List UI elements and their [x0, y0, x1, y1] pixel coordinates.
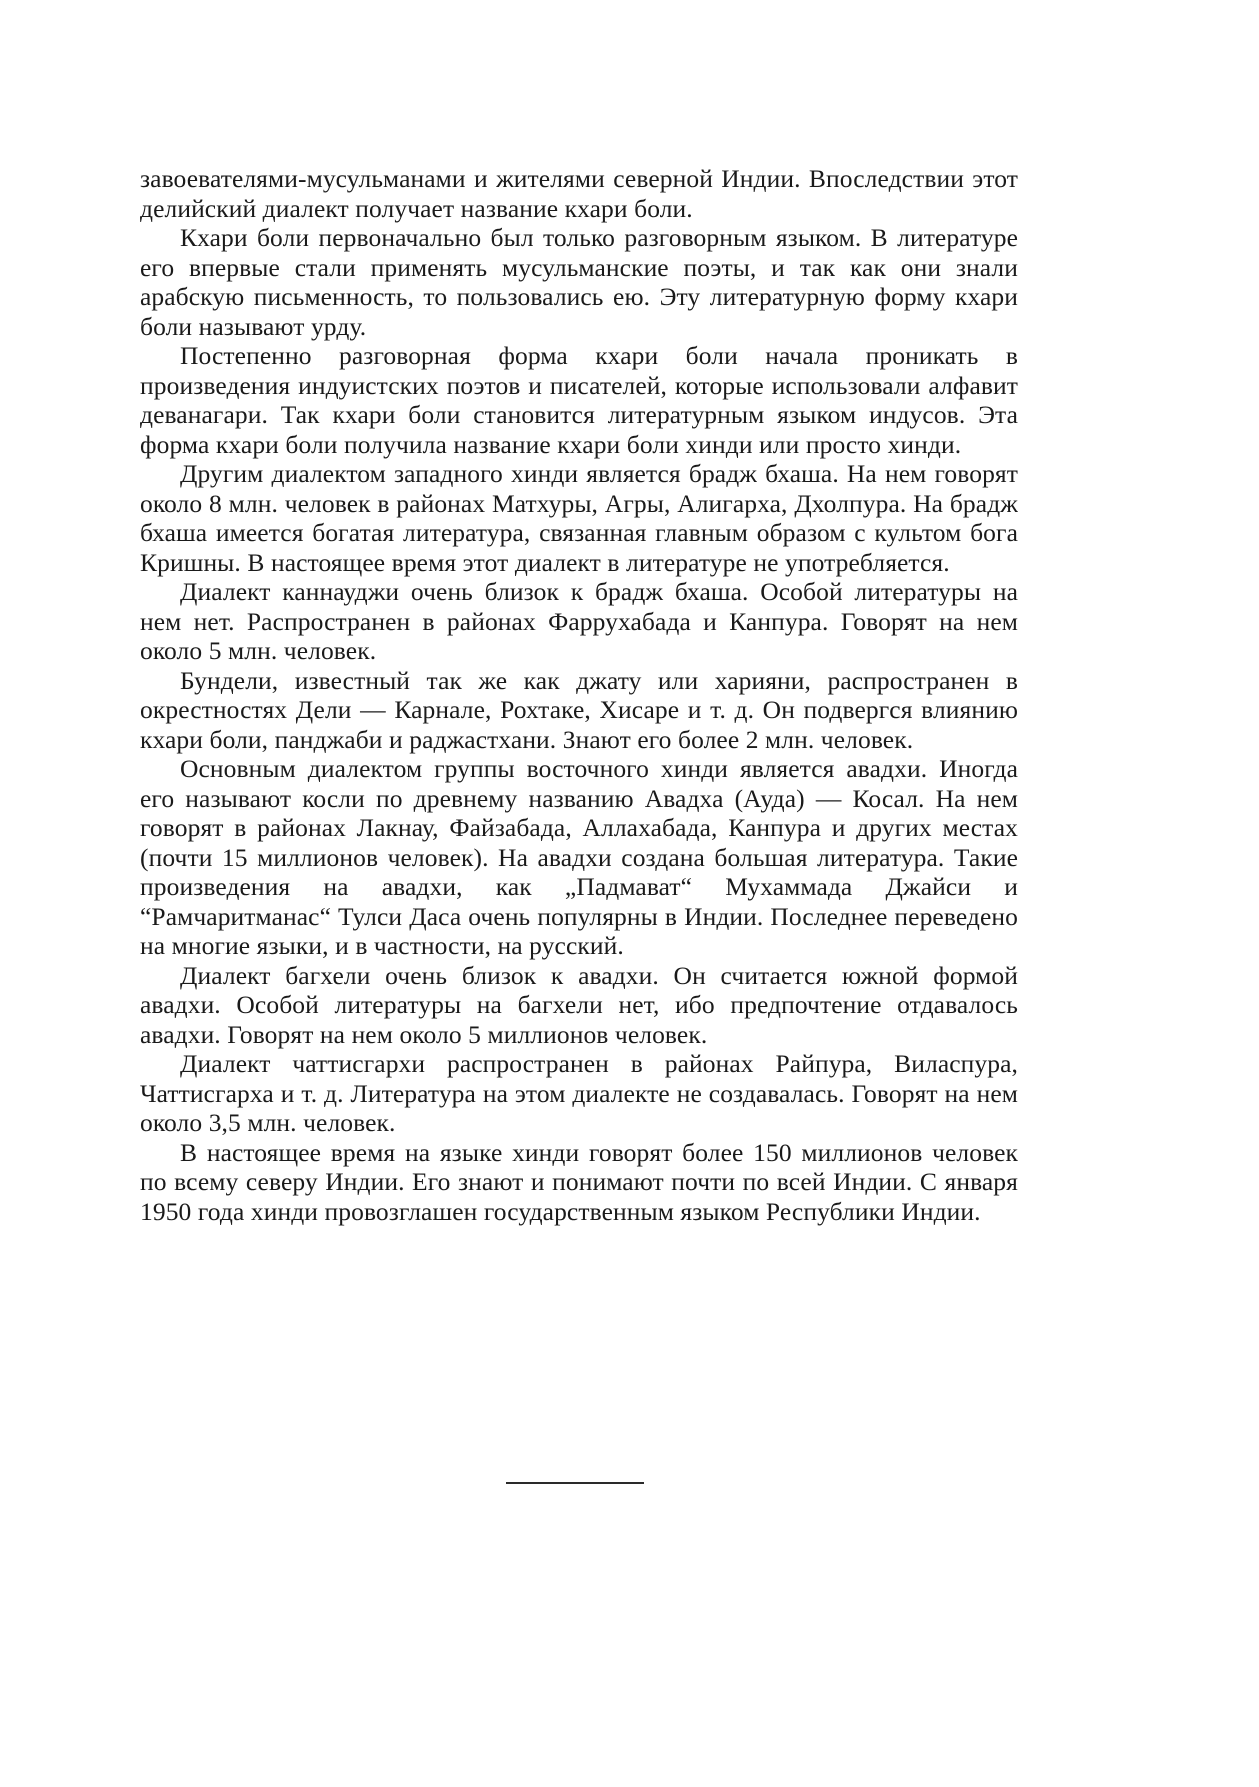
paragraph: Кхари боли первоначально был только разговорным языком. В литературе его впервые стали применять мусульманские поэты, и так как они знали арабскую письменность, то пользовались ею. Эту литературную форму кхари боли называют урду. — [140, 223, 1018, 341]
body-text — [140, 164, 1018, 1226]
paragraph: Бундели, известный так же как джату или харияни, распространен в окрестностях Дели — Карнале, Рохтаке, Хисаре и т. д. Он подвергся влиянию кхари боли, панджаби и раджастхани. Знают его более 2 млн. человек. — [140, 665, 1018, 754]
paragraph: Диалект багхели очень близок к авадхи. Он считается южной формой авадхи. Особой литературы на багхели нет, ибо предпочтение отдавалось авадхи. Говорят на нем около 5 миллионов человек. — [140, 960, 1018, 1049]
paragraph: Диалект каннауджи очень близок к брадж бхаша. Особой литературы на нем нет. Распространен в районах Фаррухабада и Канпура. Говорят на нем около 5 млн. человек. — [140, 577, 1018, 665]
paragraph-continuation: завоевателями-мусульманами и жителями северной Индии. Впоследствии этот делийский диалект получает название кхари боли. — [140, 164, 1018, 223]
paragraph: Другим диалектом западного хинди является брадж бхаша. На нем говорят около 8 млн. человек в районах Матхуры, Агры, Алигарха, Дхолпура. На брадж бхаша имеется богатая литература, связанная главным образом с культом бога Кришны. В настоящее время этот диалект в литературе не употребляется. — [140, 459, 1018, 577]
paragraph: Основным диалектом группы восточного хинди является авадхи. Иногда его называют косли по древнему названию Авадха (Ауда) — Косал. На нем говорят в районах Лакнау, Файзабада, Аллахабада, Канпура и других местах (почти 15 миллионов человек). На авадхи создана большая литература. Такие произведения на авадхи, как „Падмават“ Мухаммада Джайси и “Рамчаритманас“ Тулси Даса очень популярны в Индии. Последнее переведено на многие языки, и в частности, на русский. — [140, 754, 1018, 960]
section-end-rule — [506, 1482, 644, 1484]
paragraph: Диалект чаттисгархи распространен в районах Райпура, Виласпура, Чаттисгарха и т. д. Литература на этом диалекте не создавалась. Говорят на нем около 3,5 млн. человек. — [140, 1049, 1018, 1137]
paragraph: Постепенно разговорная форма кхари боли начала проникать в произведения индуистских поэтов и писателей, которые использовали алфавит деванагари. Так кхари боли становится литературным языком индусов. Эта форма кхари боли получила название кхари боли хинди или просто хинди. — [140, 341, 1018, 459]
paragraph: В настоящее время на языке хинди говорят более 150 миллионов человек по всему северу Индии. Его знают и понимают почти по всей Индии. С января 1950 года хинди провозглашен государственным языком Республики Индии. — [140, 1137, 1018, 1226]
